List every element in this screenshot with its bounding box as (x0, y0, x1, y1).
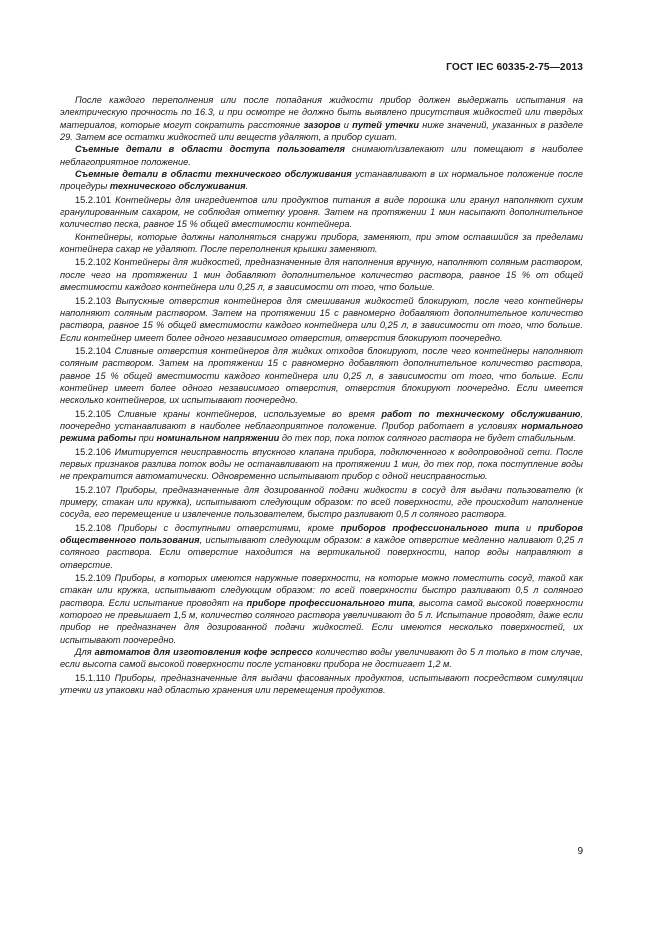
text-run: Выпускные отверстия контейнеров для смешивания жидкостей блокируют, после чего контейнеры наполняют соляным раствором. Затем на протяжении 15 с равномерно добавляют дополнительное количество раствора, равное 15 % общей вместимости каждого контейнера или 0,25 л, в зависимости от того, что больше. Если контейнер имеет более одного независимого отверстия, отверстия блокируют поочередно. (60, 295, 583, 343)
defined-term: номинальном напряжении (156, 433, 280, 444)
text-run: Приборы, предназначенные для дозированной подачи жидкости в сосуд для выдачи пользователю (к примеру, стакан или кружка), испытывают следующим образом: по всей поверхности, где происходит наполнение сосуда, его перемещение и извлечение пользователем, быстро разливают 0,5 л соляного раствора. (60, 484, 583, 520)
clause-number: 15.2.107 (75, 484, 112, 495)
defined-term: зазоров (303, 119, 341, 130)
text-run: Контейнеры для жидкостей, предназначенные для наполнения вручную, наполняют соляным раствором, после чего на протяжении 1 мин добавляют дополнительное количество раствора, равное 15 % от общей вместимости каждого контейнера или 0,25 л, в зависимости от того, что больше. (60, 257, 583, 293)
document-body (60, 94, 583, 697)
clause-number: 15.2.102 (75, 257, 112, 268)
paragraph (60, 194, 583, 231)
paragraph (60, 94, 583, 143)
defined-term: приборов общественного пользования (60, 522, 583, 546)
text-run: количество воды увеличивают до 5 л только в том случае, если высота самой высокой поверхности после установки прибора не достигает 1,2 м. (60, 647, 583, 670)
defined-term: Съемные детали в области технического обслуживания (75, 169, 352, 180)
paragraph (60, 572, 583, 646)
clause-number: 15.2.105 (75, 408, 112, 419)
paragraph (60, 522, 583, 571)
paragraph (60, 646, 583, 671)
paragraph (60, 446, 583, 483)
paragraph (60, 345, 583, 407)
text-run: Контейнеры, которые должны наполняться снаружи прибора, заменяют, при этом оставшийся за пределами контейнера сахар не удаляют. После переполнения крышки заменяют. (60, 231, 583, 255)
text-run: Сливные отверстия контейнеров для жидких отходов блокируют, после чего контейнеры наполняют соляным раствором. Затем на протяжении 15 с равномерно добавляют дополнительное количество раствора, равное 15 % общей вместимости каждого контейнера или 0,25 л, в зависимости от того, что больше. Если контейнер имеет более одного независимого отверстия, отверстия блокируют поочередно. Если имеется несколько контейнеров, их испытывают поочередно. (60, 345, 583, 406)
text-run: , поочередно устанавливают в наиболее неблагоприятное положение. Прибор работает в условиях (60, 408, 583, 431)
text-run: и (519, 522, 538, 533)
clause-number: 15.2.103 (75, 295, 112, 306)
clause-number: 15.2.106 (75, 446, 112, 457)
clause-number: 15.1.110 (75, 672, 111, 683)
defined-term: автоматов для изготовления кофе эспрессо (94, 647, 313, 658)
text-run: , испытывают следующим образом: в каждое отверстие медленно наливают 0,25 л соляного раствора. Если отверстие находится на вертикальной поверхности, напор воды направляют в отверстие. (60, 535, 584, 570)
defined-term: технического обслуживания (109, 181, 246, 192)
text-run: при (136, 433, 157, 444)
defined-term: приборов профессионального типа (340, 522, 520, 533)
defined-term: путей утечки (352, 119, 419, 130)
text-run: , высота самой высокой поверхности которого не превышает 1,5 м, количество соляного раствора увеличивают до 5 л. Испытание проводят, даже если прибор не предназначен для дозированной подачи жидкостей. Если имеются несколько поверхностей, их испытывают поочередно. (60, 597, 584, 645)
paragraph (60, 484, 583, 521)
defined-term: нормального режима работы (60, 420, 583, 444)
text-run: Контейнеры для ингредиентов или продуктов питания в виде порошка или гранул наполняют сухим гранулированным сахаром, не соблюдая отметку уровня. Затем на протяжении 1 мин насыпают дополнительное количество песка, равное 15 % общей вместимости контейнера. (60, 194, 583, 230)
defined-term: приборе профессионального типа (246, 597, 413, 608)
text-run: Приборы, предназначенные для выдачи фасованных продуктов, испытывают посредством симуляции утечки из упаковки над областью хранения или перемещения продуктов. (60, 672, 583, 696)
text-run: Приборы с доступными отверстиями, кроме (111, 522, 341, 533)
paragraph (60, 408, 583, 445)
defined-term: работ по техническому обслуживанию (381, 408, 581, 419)
paragraph (60, 672, 583, 697)
text-run: После каждого переполнения или после попадания жидкости прибор должен выдержать испытания на электрическую прочность по 16.3, и при осмотре не должно быть выявлено присутствия жидкостей или твердых материалов, которые могут сократить расстояние (60, 95, 583, 130)
clause-number: 15.2.101 (75, 194, 112, 205)
clause-number: 15.2.109 (75, 573, 112, 584)
clause-number: 15.2.104 (75, 345, 112, 356)
clause-number: 15.2.108 (75, 522, 112, 533)
text-run: Имитируется неисправность впускного клапана прибора, подключенного к водопроводной сети. После первых признаков разлива поток воды не останавливают на протяжении 1 мин, до тех пор, пока поступление воды не прекратится автоматически. Одновременно испытывают прибор с одной неисправностью. (60, 446, 583, 482)
paragraph (60, 295, 583, 344)
text-run: Для (75, 647, 95, 658)
text-run: снимают/извлекают или помещают в наиболее неблагоприятное положение. (60, 144, 583, 167)
text-run: Сливные краны контейнеров, используемые во время (111, 408, 382, 419)
paragraph (60, 231, 583, 256)
defined-term: Съемные детали в области доступа пользователя (75, 144, 345, 155)
paragraph (60, 143, 583, 168)
text-run: ниже значений, указанных в разделе 29. Затем все остатки жидкостей или веществ удаляют, а прибор сушат. (60, 119, 583, 143)
text-run: . (245, 181, 249, 192)
standard-designation: ГОСТ IEC 60335-2-75—2013 (446, 62, 583, 73)
paragraph (60, 256, 583, 293)
page-number: 9 (577, 846, 583, 857)
paragraph (60, 168, 583, 193)
text-run: до тех пор, пока поток соляного раствора не будет стабильным. (279, 433, 576, 444)
text-run: Приборы, в которых имеются наружные поверхности, на которые можно поместить сосуд, такой как стакан или кружка, испытывают следующим образом: по всей поверхности быстро разливают 0,5 л соляного раствора. Если испытание проводят на (60, 573, 583, 608)
text-run: и (340, 119, 353, 130)
text-run: устанавливают в их нормальное положение после процедуры (60, 169, 583, 192)
